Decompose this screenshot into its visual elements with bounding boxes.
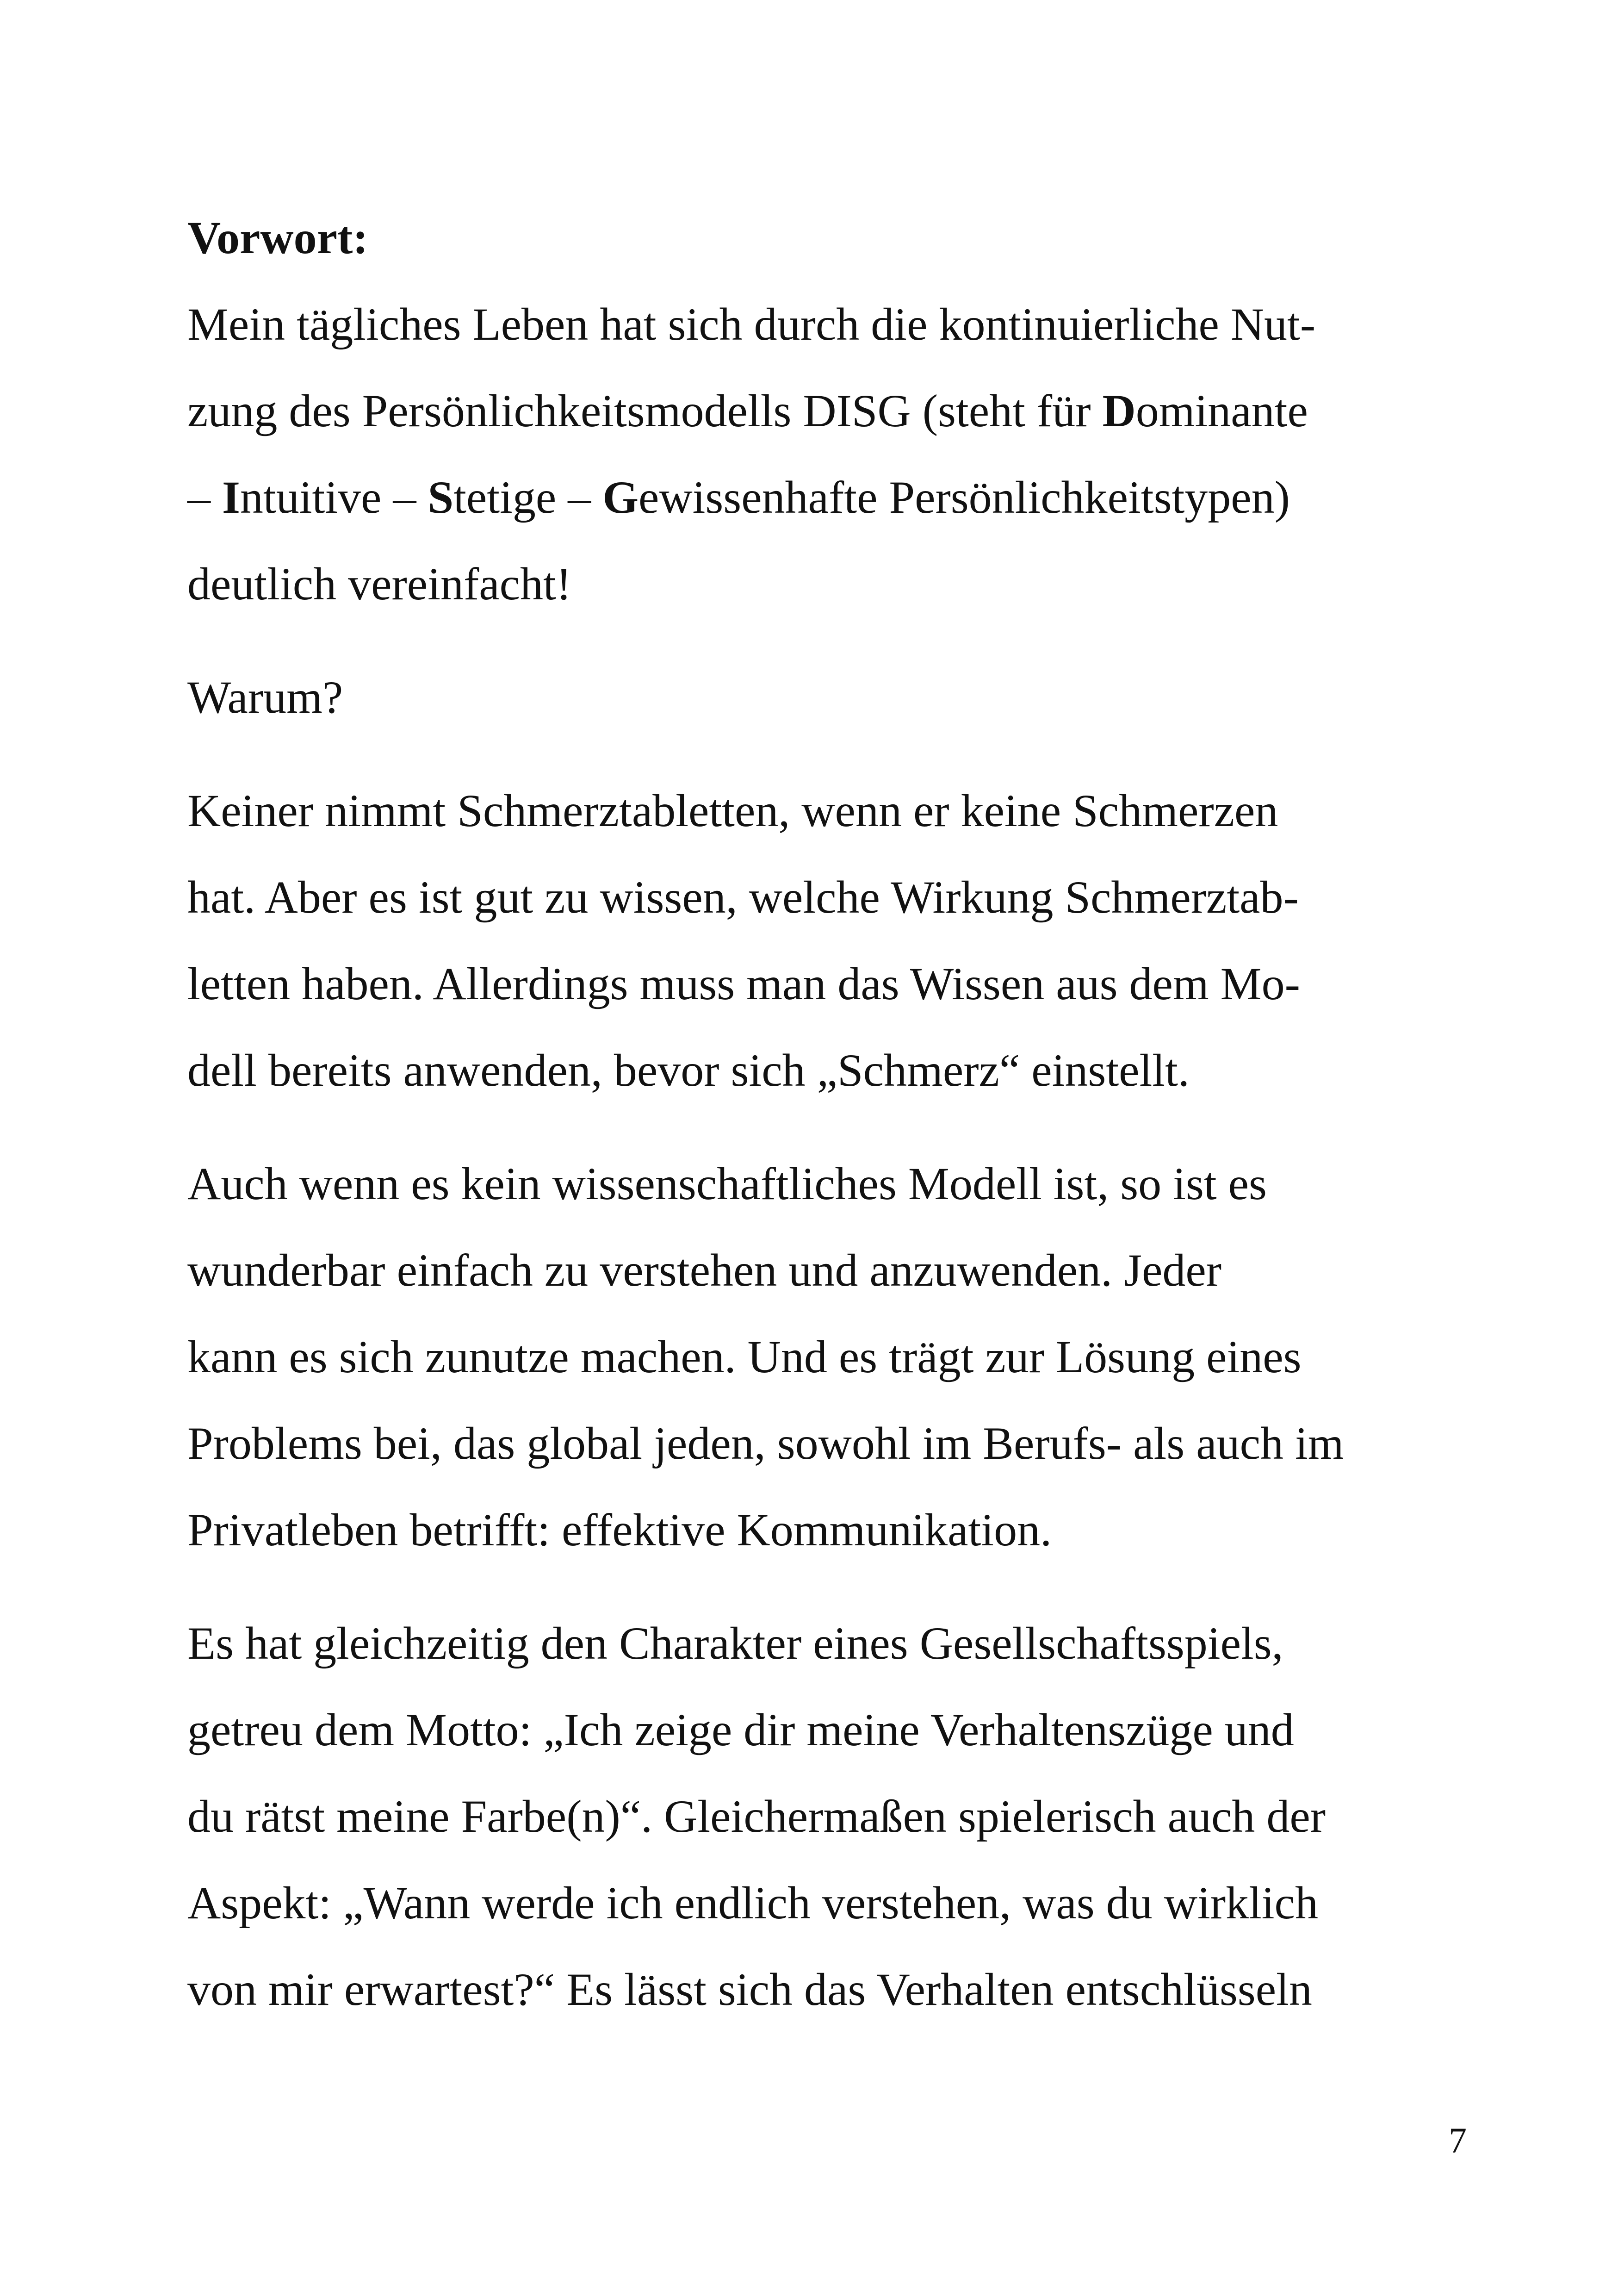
text-span: ominante (1135, 385, 1308, 436)
acronym-letter-d: D (1102, 385, 1136, 436)
acronym-letter-i: I (222, 472, 240, 523)
acronym-letter-s: S (428, 472, 454, 523)
text-line (187, 367, 1464, 454)
text-line: letten haben. Allerdings muss man das Wissen aus dem Mo- (187, 958, 1300, 1009)
text-span: zung des Persönlichkeitsmodells DISG (steht für (187, 385, 1103, 436)
text-line: von mir erwartest?“ Es lässt sich das Verhalten entschlüsseln (187, 1964, 1312, 2015)
text-line: dell bereits anwenden, bevor sich „Schmerz“ einstellt. (187, 1045, 1190, 1096)
paragraph-question (187, 654, 1464, 740)
text-span: ewissenhafte Persönlichkeitstypen) (639, 472, 1290, 523)
text-span: – (187, 472, 222, 523)
text-span: ntuitive – (240, 472, 428, 523)
text-line (187, 454, 1464, 541)
text-line: wunderbar einfach zu verstehen und anzuwenden. Jeder (187, 1244, 1222, 1296)
body-text (187, 194, 1464, 2033)
paragraph-game (187, 1600, 1464, 2033)
text-line: du rätst meine Farbe(n)“. Gleichermaßen spielerisch auch der (187, 1791, 1326, 1842)
text-line: Privatleben betrifft: effektive Kommunikation. (187, 1504, 1052, 1556)
text-line: Problems bei, das global jeden, sowohl im Berufs- als auch im (187, 1418, 1344, 1469)
paragraph-intro (187, 281, 1464, 627)
text-line: Mein tägliches Leben hat sich durch die kontinuierliche Nut- (187, 299, 1316, 350)
text-line: Es hat gleichzeitig den Charakter eines Gesellschaftsspiels, (187, 1618, 1283, 1669)
section-heading: Vorwort: (187, 212, 368, 263)
page-number: 7 (1449, 2120, 1467, 2160)
paragraph-model (187, 1140, 1464, 1573)
text-span: tetige – (453, 472, 603, 523)
text-line: getreu dem Motto: „Ich zeige dir meine Verhaltenszüge und (187, 1704, 1294, 1755)
paragraph-painkiller (187, 767, 1464, 1114)
text-line: Warum? (187, 672, 343, 723)
text-line: Auch wenn es kein wissenschaftliches Modell ist, so ist es (187, 1158, 1267, 1209)
acronym-letter-g: G (602, 472, 639, 523)
text-line: hat. Aber es ist gut zu wissen, welche Wirkung Schmerztab- (187, 871, 1299, 923)
text-line: Aspekt: „Wann werde ich endlich verstehen, was du wirklich (187, 1877, 1318, 1929)
text-line: kann es sich zunutze machen. Und es trägt zur Lösung eines (187, 1331, 1302, 1382)
text-line: Keiner nimmt Schmerztabletten, wenn er keine Schmerzen (187, 785, 1278, 836)
text-line: deutlich vereinfacht! (187, 558, 572, 610)
